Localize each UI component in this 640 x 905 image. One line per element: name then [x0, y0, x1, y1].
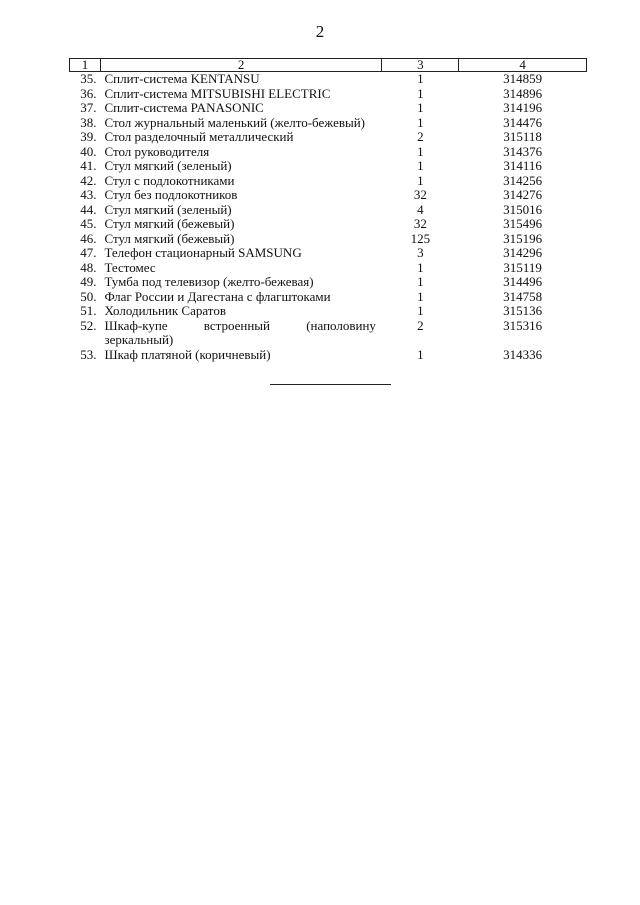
row-code: 315196	[503, 230, 543, 246]
table-row	[70, 101, 587, 116]
row-number: 46.	[80, 230, 97, 246]
table-row	[70, 275, 587, 290]
row-code: 314896	[503, 85, 543, 101]
row-name: Сплит-система KENTANSU	[104, 71, 260, 86]
header-row	[70, 59, 587, 72]
row-quantity: 1	[417, 158, 424, 173]
table-body	[70, 72, 587, 363]
header-col-name: 2	[100, 59, 381, 72]
row-quantity: 1	[417, 85, 424, 101]
inventory-table	[69, 58, 587, 362]
row-code: 315016	[503, 201, 543, 217]
row-number: 52.	[80, 317, 97, 333]
row-code: 314296	[503, 245, 543, 260]
row-quantity: 3	[417, 245, 424, 260]
table-row	[70, 159, 587, 174]
row-quantity: 32	[413, 216, 427, 231]
table-header	[70, 59, 587, 72]
row-number: 40.	[80, 143, 97, 159]
table-row	[70, 130, 587, 145]
row-code: 315316	[503, 317, 543, 333]
table-row	[70, 203, 587, 218]
row-quantity: 1	[417, 114, 424, 130]
row-code: 314116	[503, 158, 542, 173]
row-quantity: 1	[417, 346, 424, 362]
row-code: 314276	[503, 187, 543, 202]
row-quantity: 2	[417, 317, 424, 333]
row-quantity: 1	[417, 100, 424, 115]
row-quantity: 1	[417, 274, 424, 289]
table-row	[70, 304, 587, 319]
table-row	[70, 290, 587, 305]
table-row	[70, 188, 587, 203]
row-name: Стул мягкий (зеленый)	[104, 158, 232, 173]
row-name: Сплит-система PANASONIC	[104, 100, 264, 115]
row-code: 314496	[503, 274, 543, 289]
table-row	[70, 348, 587, 363]
row-number: 38.	[80, 114, 97, 130]
row-name: Стол разделочный металлический	[104, 129, 294, 144]
row-quantity: 1	[417, 71, 424, 86]
row-number: 37.	[80, 100, 97, 115]
table-row	[70, 145, 587, 160]
row-code: 315118	[503, 129, 542, 144]
row-name: Стул без подлокотников	[104, 187, 238, 202]
table-row	[70, 232, 587, 247]
table-row	[70, 246, 587, 261]
page-number: 2	[315, 22, 325, 41]
row-code: 314196	[503, 100, 543, 115]
table-row	[70, 174, 587, 189]
row-number: 47.	[80, 245, 97, 260]
row-quantity: 1	[417, 288, 424, 304]
row-name: Тестомес	[104, 259, 156, 275]
table-row	[70, 319, 587, 348]
row-code: 315119	[503, 259, 542, 275]
row-code: 315136	[503, 303, 543, 318]
row-number: 53.	[80, 346, 97, 362]
row-name: Стул мягкий (зеленый)	[104, 201, 232, 217]
row-number: 45.	[80, 216, 97, 231]
row-number: 43.	[80, 187, 97, 202]
row-name-line-2: зеркальный)	[104, 332, 174, 347]
row-name: Флаг России и Дагестана с флагштоками	[104, 288, 331, 304]
row-quantity: 32	[413, 187, 427, 202]
row-name-line-1: Шкаф-купе встроенный (наполовину	[104, 317, 376, 333]
row-name: Шкаф платяной (коричневый)	[104, 346, 271, 362]
row-quantity: 2	[417, 129, 424, 144]
row-name: Стол журнальный маленький (желто-бежевый)	[104, 114, 365, 130]
table-row	[70, 261, 587, 276]
header-col-quantity: 3	[382, 59, 459, 72]
table-row	[70, 87, 587, 102]
row-quantity: 4	[417, 201, 424, 217]
row-number: 44.	[80, 201, 97, 217]
row-name: Тумба под телевизор (желто-бежевая)	[104, 274, 314, 289]
row-number: 51.	[80, 303, 97, 318]
row-name: Стол руководителя	[104, 143, 210, 159]
row-code: 314859	[503, 71, 543, 86]
row-quantity: 1	[417, 303, 424, 318]
row-number: 35.	[80, 71, 97, 86]
row-name: Сплит-система MITSUBISHI ELECTRIC	[104, 85, 331, 101]
row-code: 314256	[503, 172, 543, 188]
row-name: Телефон стационарный SAMSUNG	[104, 245, 302, 260]
row-number: 48.	[80, 259, 97, 275]
row-code: 315496	[503, 216, 543, 231]
row-number: 50.	[80, 288, 97, 304]
row-name: Стул с подлокотниками	[104, 172, 235, 188]
row-code: 314758	[503, 288, 543, 304]
table-row	[70, 72, 587, 87]
row-name: Холодильник Саратов	[104, 303, 226, 318]
row-code: 314476	[503, 114, 543, 130]
row-number: 42.	[80, 172, 97, 188]
header-col-code: 4	[459, 59, 587, 72]
row-name: Стул мягкий (бежевый)	[104, 216, 235, 231]
end-of-list-rule	[270, 384, 391, 385]
row-number: 41.	[80, 158, 97, 173]
row-number: 39.	[80, 129, 97, 144]
row-code: 314376	[503, 143, 543, 159]
table-row	[70, 217, 587, 232]
header-col-number: 1	[70, 59, 101, 72]
row-quantity: 1	[417, 259, 424, 275]
row-quantity: 1	[417, 143, 424, 159]
row-quantity: 125	[410, 230, 431, 246]
row-quantity: 1	[417, 172, 424, 188]
row-name	[100, 319, 381, 348]
row-code: 314336	[503, 346, 543, 362]
row-number: 49.	[80, 274, 97, 289]
row-number: 36.	[80, 85, 97, 101]
table-row	[70, 116, 587, 131]
row-name: Стул мягкий (бежевый)	[104, 230, 235, 246]
